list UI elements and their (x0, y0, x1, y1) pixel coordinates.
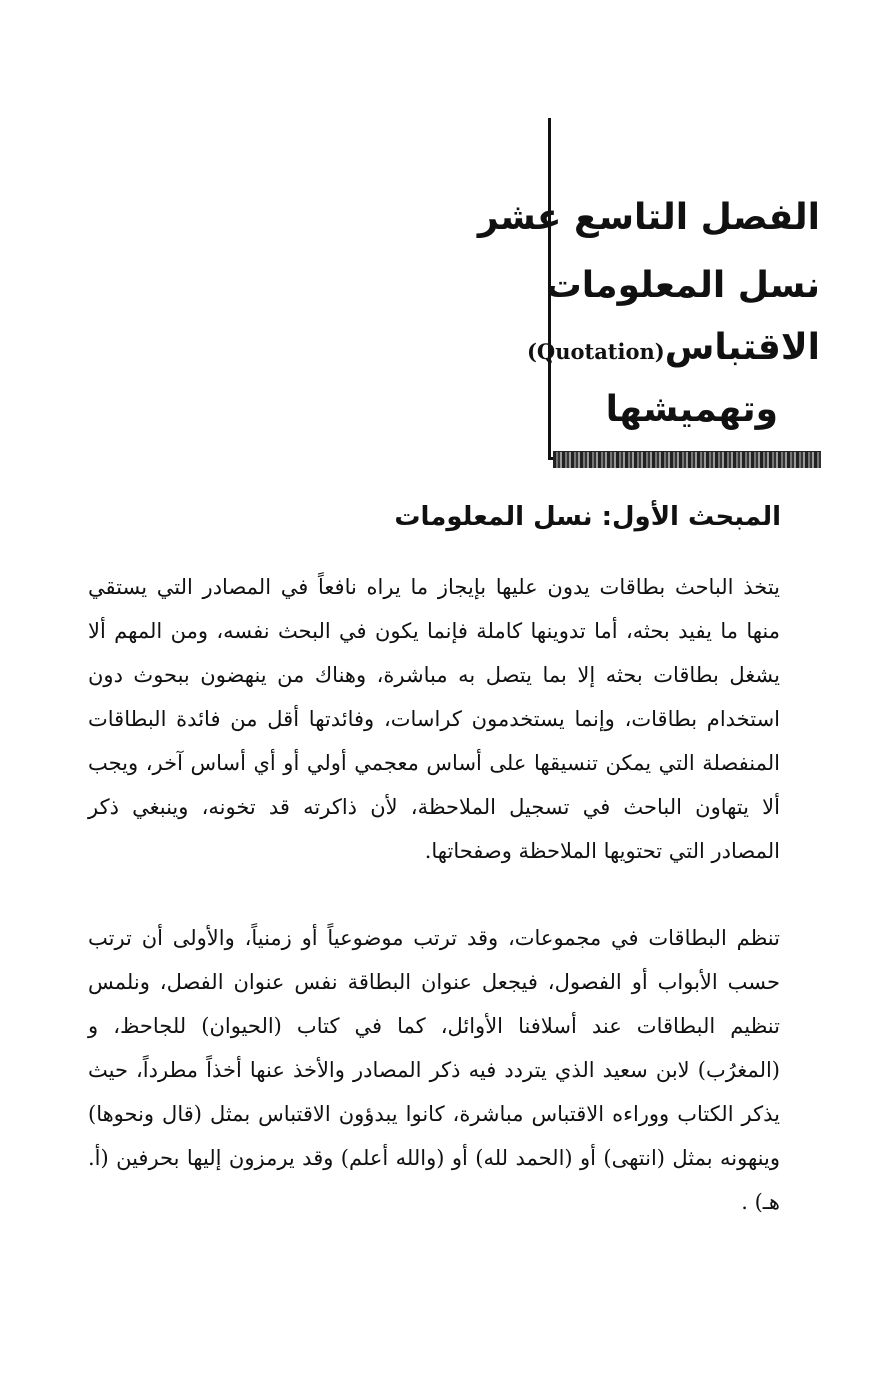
chapter-title: نسل المعلومات (545, 265, 820, 306)
quotation-english: Quotation (536, 339, 655, 364)
paragraph-2: تنظم البطاقات في مجموعات، وقد ترتب موضوعياً أو زمنياً، والأولى أن ترتب حسب الأبواب أو الفصول، فيجعل عنوان البطاقة نفس عنوان الفصل، ونلمس تنظيم البطاقات عند أسلافنا الأوائل، كما في كتاب (الحيوان) للجاحظ، و (المغرُب) لابن سعيد الذي يتردد فيه ذكر المصادر والأخذ عنها أخذاً مطرداً، حيث يذكر الكتاب ووراءه الاقتباس مباشرة، كانوا يبدؤون الاقتباس بمثل (قال ونحوها) وينهونه بمثل (انتهى) أو (الحمد لله) أو (والله أعلم) وقد يرمزون إليها بحرفين (أ. هـ) . (88, 926, 780, 1214)
chapter-heading-box (477, 118, 820, 460)
quotation-paren-close: ) (526, 339, 537, 364)
chapter-number-title: الفصل التاسع عشر (477, 197, 820, 238)
quotation-paren-open: ( (654, 339, 665, 364)
decorative-divider (553, 451, 821, 468)
quotation-arabic: الاقتباس (664, 327, 820, 368)
chapter-subtitle-footnoting: وتهميشها (605, 389, 778, 430)
chapter-subtitle-quotation (526, 327, 820, 372)
section-heading: المبحث الأول: نسل المعلومات (394, 502, 781, 532)
paragraph-1: يتخذ الباحث بطاقات يدون عليها بإيجاز ما يراه نافعاً في المصادر التي يستقي منها ما يفيد بحثه، أما تدوينها كاملة فإنما يكون في البحث نفسه، ومن المهم ألا يشغل بطاقات بحثه إلا بما يتصل به مباشرة، وهناك من ينهضون ببحوث دون استخدام بطاقات، وإنما يستخدمون كراسات، وفائدتها أقل من فائدة البطاقات المنفصلة التي يمكن تنسيقها على أساس معجمي أولي أو أي أساس آخر، ويجب ألا يتهاون الباحث في تسجيل الملاحظة، لأن ذاكرته قد تخونه، وينبغي ذكر المصادر التي تحتويها الملاحظة وصفحاتها. (88, 575, 780, 863)
